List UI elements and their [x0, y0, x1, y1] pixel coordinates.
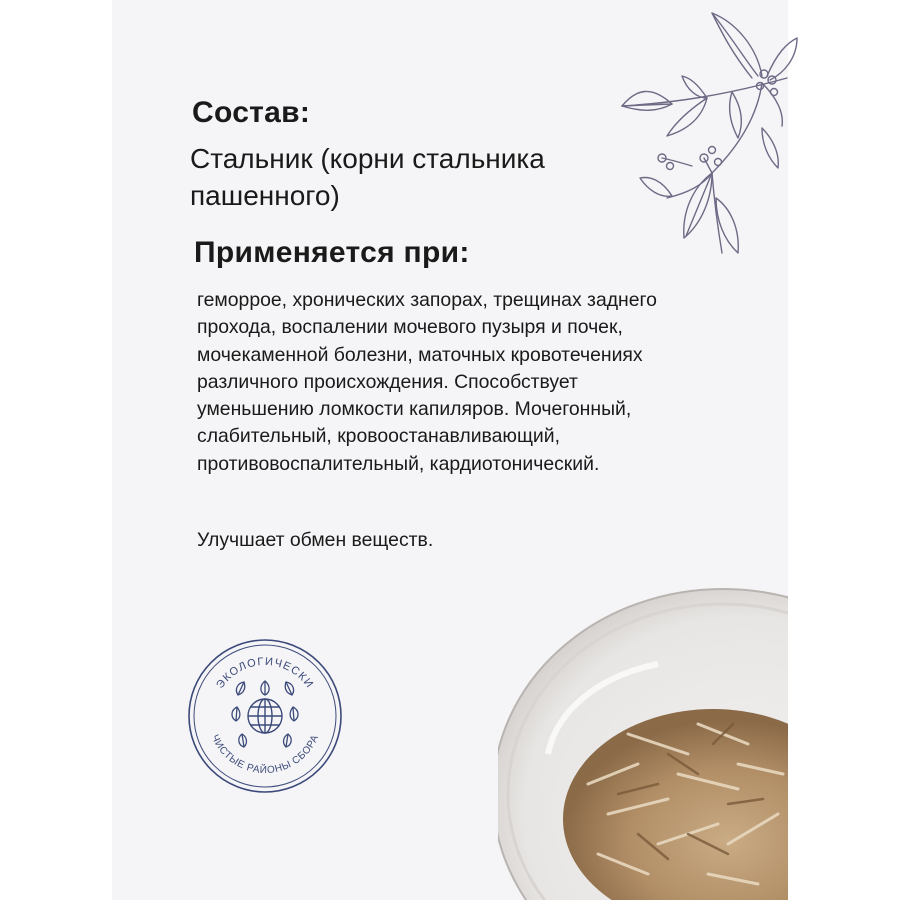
branch-illustration-icon [612, 8, 802, 268]
globe-icon [248, 699, 282, 733]
herbs-in-bowl-image [498, 584, 788, 900]
usage-extra-text: Улучшает обмен веществ. [197, 529, 434, 551]
composition-text: Стальник (корни стальника пашенного) [190, 143, 545, 211]
eco-badge [186, 637, 344, 795]
badge-top-text: ЭКОЛОГИЧЕСКИ [214, 655, 316, 691]
svg-text:ЧИСТЫЕ РАЙОНЫ СБОРА [209, 733, 321, 776]
usage-heading: Применяется при: [194, 236, 470, 269]
usage-text: геморрое, хронических запорах, трещинах заднего прохода, воспалении мочевого пузыря и почек, мочекаменной болезни, маточных кровотечениях различного происхождения. Способствует уменьшению ломкости капиляров. Мочегонный, слабительный, кровоостанавливающий, противовоспалительный, кардиотонический. [197, 289, 657, 475]
composition-heading: Состав: [192, 96, 311, 129]
badge-bottom-text: ЧИСТЫЕ РАЙОНЫ СБОРА [208, 733, 322, 777]
